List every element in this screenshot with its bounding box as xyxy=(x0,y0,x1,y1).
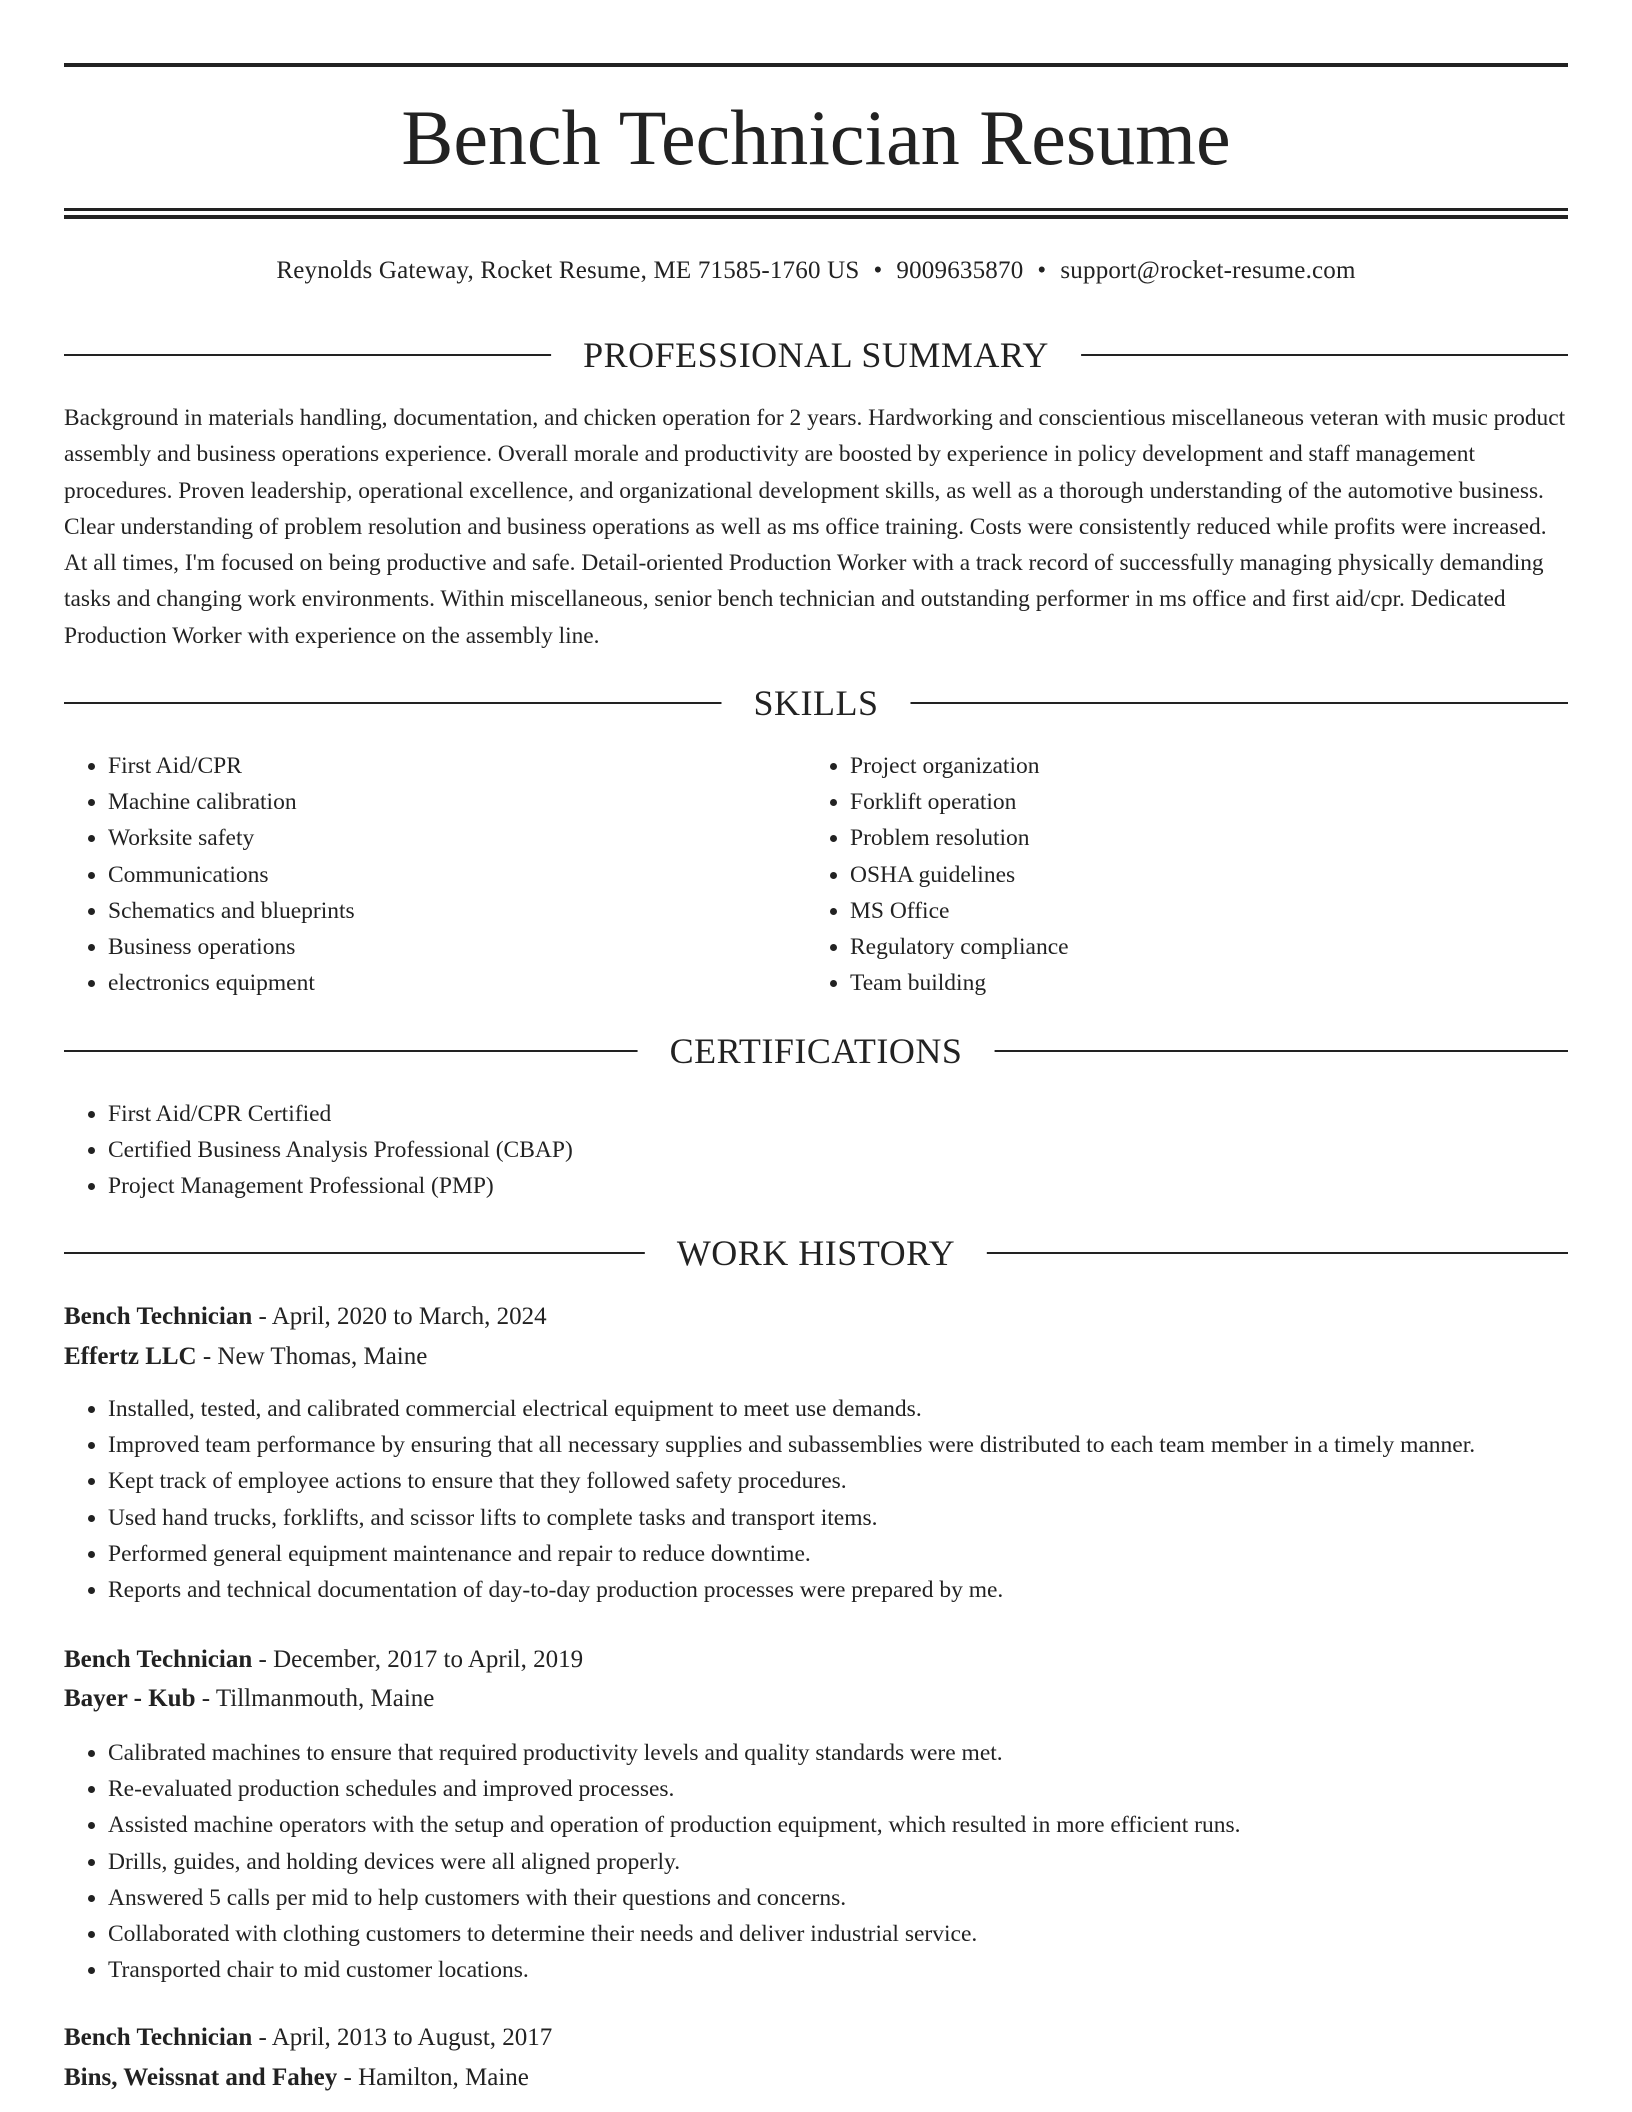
job-duties-list xyxy=(64,1391,1568,1608)
job-location: New Thomas, Maine xyxy=(217,1343,428,1370)
job-title: Bench Technician xyxy=(64,2024,253,2051)
list-item: • Improved team performance by ensuring that all necessary supplies and subassemblies were distributed to each team member in a timely manner. xyxy=(108,1427,1568,1463)
list-item: • MS Office xyxy=(850,893,1550,929)
list-item: • Collaborated with clothing customers to determine their needs and deliver industrial service. xyxy=(108,1916,1568,1952)
skills-list-right xyxy=(806,748,1550,1001)
job-company-line xyxy=(64,2060,1568,2096)
list-item: • OSHA guidelines xyxy=(850,857,1550,893)
list-item: • Certified Business Analysis Professional (CBAP) xyxy=(108,1132,1568,1168)
list-item: • Answered 5 calls per mid to help customers with their questions and concerns. xyxy=(108,1880,1568,1916)
list-item: • Communications xyxy=(108,857,808,893)
contact-separator: • xyxy=(873,257,883,284)
job-title-line xyxy=(64,1299,1568,1335)
dash: - xyxy=(337,2064,359,2091)
list-item: • Project Management Professional (PMP) xyxy=(108,1168,1568,1204)
summary-text: Background in materials handling, documentation, and chicken operation for 2 years. Hardworking and conscientious miscellaneous veteran with music product assembly and business operations experience. Overall morale and productivity are boosted by experience in policy development and staff management procedures. Proven leadership, operational excellence, and organizational development skills, as well as a thorough understanding of the automotive business. Clear understanding of problem resolution and business operations as well as ms office training. Costs were consistently reduced while profits were increased. At all times, I'm focused on being productive and safe. Detail-oriented Production Worker with a track record of successfully managing physically demanding tasks and changing work environments. Within miscellaneous, senior bench technician and outstanding performer in ms office and first aid/cpr. Dedicated Production Worker with experience on the assembly line. xyxy=(64,405,1566,649)
job-dates: December, 2017 to April, 2019 xyxy=(273,1646,584,1673)
section-heading-certifications xyxy=(64,1028,1568,1074)
job-company: Bayer - Kub xyxy=(64,1685,196,1712)
list-item: • Worksite safety xyxy=(108,820,808,856)
list-item: • Kept track of employee actions to ensure that they followed safety procedures. xyxy=(108,1463,1568,1499)
job-duties-list xyxy=(64,1735,1568,1988)
section-heading-skills xyxy=(64,680,1568,726)
title-rule-lower xyxy=(64,215,1568,219)
contact-line xyxy=(64,254,1568,288)
job-title: Bench Technician xyxy=(64,1646,253,1673)
list-item: • Assisted machine operators with the setup and operation of production equipment, which resulted in more efficient runs. xyxy=(108,1807,1568,1843)
section-heading-summary xyxy=(64,332,1568,378)
job-company-line xyxy=(64,1339,1568,1375)
list-item: • First Aid/CPR xyxy=(108,748,808,784)
skills-list-left xyxy=(64,748,808,1001)
job-location: Tillmanmouth, Maine xyxy=(215,1685,435,1712)
list-item: • Re-evaluated production schedules and improved processes. xyxy=(108,1771,1568,1807)
section-heading-label: PROFESSIONAL SUMMARY xyxy=(551,332,1081,378)
dash: - xyxy=(252,2024,272,2051)
list-item: • Reports and technical documentation of day-to-day production processes were prepared by me. xyxy=(108,1572,1568,1608)
resume-title: Bench Technician Resume xyxy=(401,94,1231,181)
job-title: Bench Technician xyxy=(64,1303,253,1330)
section-heading-label: SKILLS xyxy=(721,680,910,726)
contact-separator: • xyxy=(1037,257,1047,284)
section-heading-label: CERTIFICATIONS xyxy=(638,1028,995,1074)
list-item: • Machine calibration xyxy=(108,784,808,820)
job-company-line xyxy=(64,1681,1568,1717)
list-item: • electronics equipment xyxy=(108,965,808,1001)
list-item: • Calibrated machines to ensure that required productivity levels and quality standards were met. xyxy=(108,1735,1568,1771)
job-location: Hamilton, Maine xyxy=(358,2064,529,2091)
contact-address: Reynolds Gateway, Rocket Resume, ME 71585-1760 US xyxy=(276,257,860,284)
list-item: • Regulatory compliance xyxy=(850,929,1550,965)
list-item: • Installed, tested, and calibrated commercial electrical equipment to meet use demands. xyxy=(108,1391,1568,1427)
list-item: • Schematics and blueprints xyxy=(108,893,808,929)
contact-phone: 9009635870 xyxy=(896,257,1024,284)
certifications-list xyxy=(64,1096,1568,1205)
list-item: • Used hand trucks, forklifts, and scissor lifts to complete tasks and transport items. xyxy=(108,1500,1568,1536)
job-dates: April, 2013 to August, 2017 xyxy=(271,2024,553,2051)
job-company: Bins, Weissnat and Fahey xyxy=(64,2064,338,2091)
list-item: • Transported chair to mid customer locations. xyxy=(108,1952,1568,1988)
job-title-line xyxy=(64,1642,1568,1678)
list-item: • Problem resolution xyxy=(850,820,1550,856)
job-title-line xyxy=(64,2020,1568,2056)
contact-email: support@rocket-resume.com xyxy=(1060,257,1356,284)
list-item: • Project organization xyxy=(850,748,1550,784)
list-item: • Forklift operation xyxy=(850,784,1550,820)
dash: - xyxy=(252,1303,272,1330)
top-rule xyxy=(64,63,1568,67)
section-heading-label: WORK HISTORY xyxy=(645,1230,987,1276)
dash: - xyxy=(252,1646,274,1673)
list-item: • Business operations xyxy=(108,929,808,965)
title-rule-upper xyxy=(64,208,1568,211)
list-item: • Drills, guides, and holding devices were all aligned properly. xyxy=(108,1844,1568,1880)
section-heading-work-history xyxy=(64,1230,1568,1276)
list-item: • Performed general equipment maintenance and repair to reduce downtime. xyxy=(108,1536,1568,1572)
dash: - xyxy=(195,1685,216,1712)
dash: - xyxy=(196,1343,218,1370)
job-dates: April, 2020 to March, 2024 xyxy=(271,1303,547,1330)
job-company: Effertz LLC xyxy=(64,1343,197,1370)
list-item: • First Aid/CPR Certified xyxy=(108,1096,1568,1132)
list-item: • Team building xyxy=(850,965,1550,1001)
